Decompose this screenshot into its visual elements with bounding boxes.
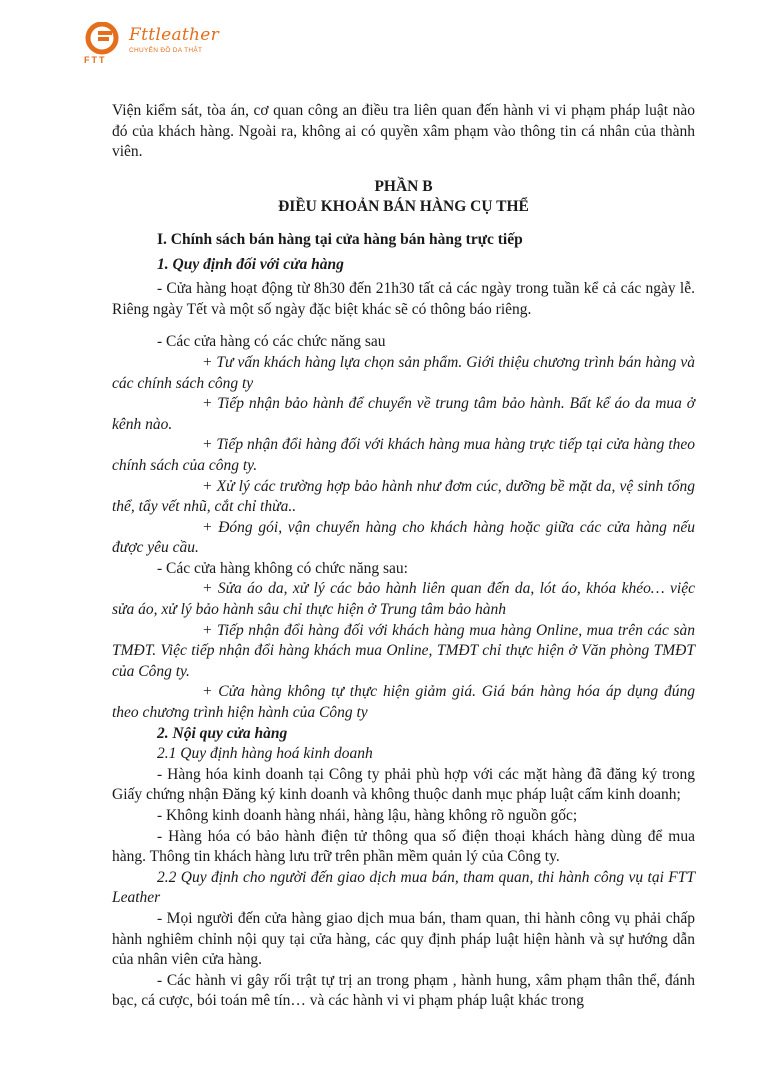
subsection-heading: 1. Quy định đối với cửa hàng [157, 255, 344, 273]
part-title: ĐIỀU KHOẢN BÁN HÀNG CỤ THỂ [278, 198, 529, 216]
nonfunction-item: + Cửa hàng không tự thực hiện giảm giá. Giá bán hàng hóa áp dụng đúng theo chương trình hiện hành của Công ty [112, 683, 695, 722]
part-label: PHẦN B [374, 177, 433, 195]
function-item: + Tiếp nhận đổi hàng đối với khách hàng mua hàng trực tiếp tại cửa hàng theo chính sách của công ty. [112, 436, 695, 474]
function-item: + Đóng gói, vận chuyển hàng cho khách hàng hoặc giữa các cửa hàng nếu được yêu cầu. [112, 518, 695, 557]
rule-item: - Các hành vi gây rối trật tự trị an trong phạm , hành hung, xâm phạm thân thể, đánh bạc, cá cược, bói toán mê tín… và các hành vi vi phạm pháp luật khác trong [112, 971, 695, 1010]
page-header [84, 22, 219, 63]
logo [84, 22, 120, 63]
rule-item: - Hàng hóa có bảo hành điện tử thông qua số điện thoại khách hàng dùng để mua hàng. Thông tin khách hàng lưu trữ trên phần mềm quản lý của Công ty. [112, 827, 695, 866]
nonfunctions-heading: - Các cửa hàng không có chức năng sau: [157, 559, 408, 577]
document-body [112, 101, 695, 1012]
paragraph-hours: - Cửa hàng hoạt động từ 8h30 đến 21h30 tất cả các ngày trong tuần kể cả các ngày lễ. Riêng ngày Tết và một số ngày đặc biệt khác sẽ có thông báo riêng. [112, 280, 695, 318]
subsubsection-heading: 2.1 Quy định hàng hoá kinh doanh [157, 745, 373, 763]
rule-item: - Hàng hóa kinh doanh tại Công ty phải phù hợp với các mặt hàng đã đăng ký trong Giấy chứng nhận Đăng ký kinh doanh và không thuộc danh mục pháp luật cấm kinh doanh; [112, 765, 695, 804]
function-item: + Tiếp nhận bảo hành để chuyển về trung tâm bảo hành. Bất kể áo da mua ở kênh nào. [112, 395, 695, 433]
subsubsection-heading: 2.2 Quy định cho người đến giao dịch mua bán, tham quan, thi hành công vụ tại FTT Leather [112, 868, 695, 907]
function-item: + Xử lý các trường hợp bảo hành như đơm cúc, dưỡng bề mặt da, vệ sinh tổng thể, tẩy vết nhũ, cắt chỉ thừa.. [112, 477, 695, 516]
brand-tagline: CHUYÊN ĐỒ DA THẬT [129, 47, 203, 54]
functions-heading: - Các cửa hàng có các chức năng sau [157, 333, 386, 351]
ftt-logo-icon [84, 22, 120, 58]
section-heading: I. Chính sách bán hàng tại cửa hàng bán hàng trực tiếp [157, 230, 523, 248]
function-item: + Tư vấn khách hàng lựa chọn sản phẩm. Giới thiệu chương trình bán hàng và các chính sách công ty [112, 353, 695, 392]
brand-name: Fttleather [129, 25, 220, 45]
brand-block [129, 26, 219, 54]
logo-text: FTT [84, 55, 107, 65]
rule-item: - Mọi người đến cửa hàng giao dịch mua bán, tham quan, thi hành công vụ phải chấp hành nghiêm chỉnh nội quy tại cửa hàng, các quy định pháp luật hiện hành và sự hướng dẫn của nhân viên cửa hàng. [112, 909, 695, 969]
rule-item: - Không kinh doanh hàng nhái, hàng lậu, hàng không rõ nguồn gốc; [157, 807, 578, 824]
nonfunction-item: + Tiếp nhận đổi hàng đối với khách hàng mua hàng Online, mua trên các sàn TMĐT. Việc tiếp nhận đổi hàng khách mua Online, TMĐT chỉ thực hiện ở Văn phòng TMĐT của Công ty. [112, 621, 695, 680]
subsection-heading: 2. Nội quy cửa hàng [157, 724, 288, 742]
intro-paragraph: Viện kiểm sát, tòa án, cơ quan công an điều tra liên quan đến hành vi vi phạm pháp luật nào đó của khách hàng. Ngoài ra, không ai có quyền xâm phạm vào thông tin cá nhân của thành viên. [112, 102, 695, 161]
nonfunction-item: + Sửa áo da, xử lý các bảo hành liên quan đến da, lót áo, khóa khéo… việc sửa áo, xử lý bảo hành sâu chỉ thực hiện ở Trung tâm bảo hành [112, 580, 695, 619]
